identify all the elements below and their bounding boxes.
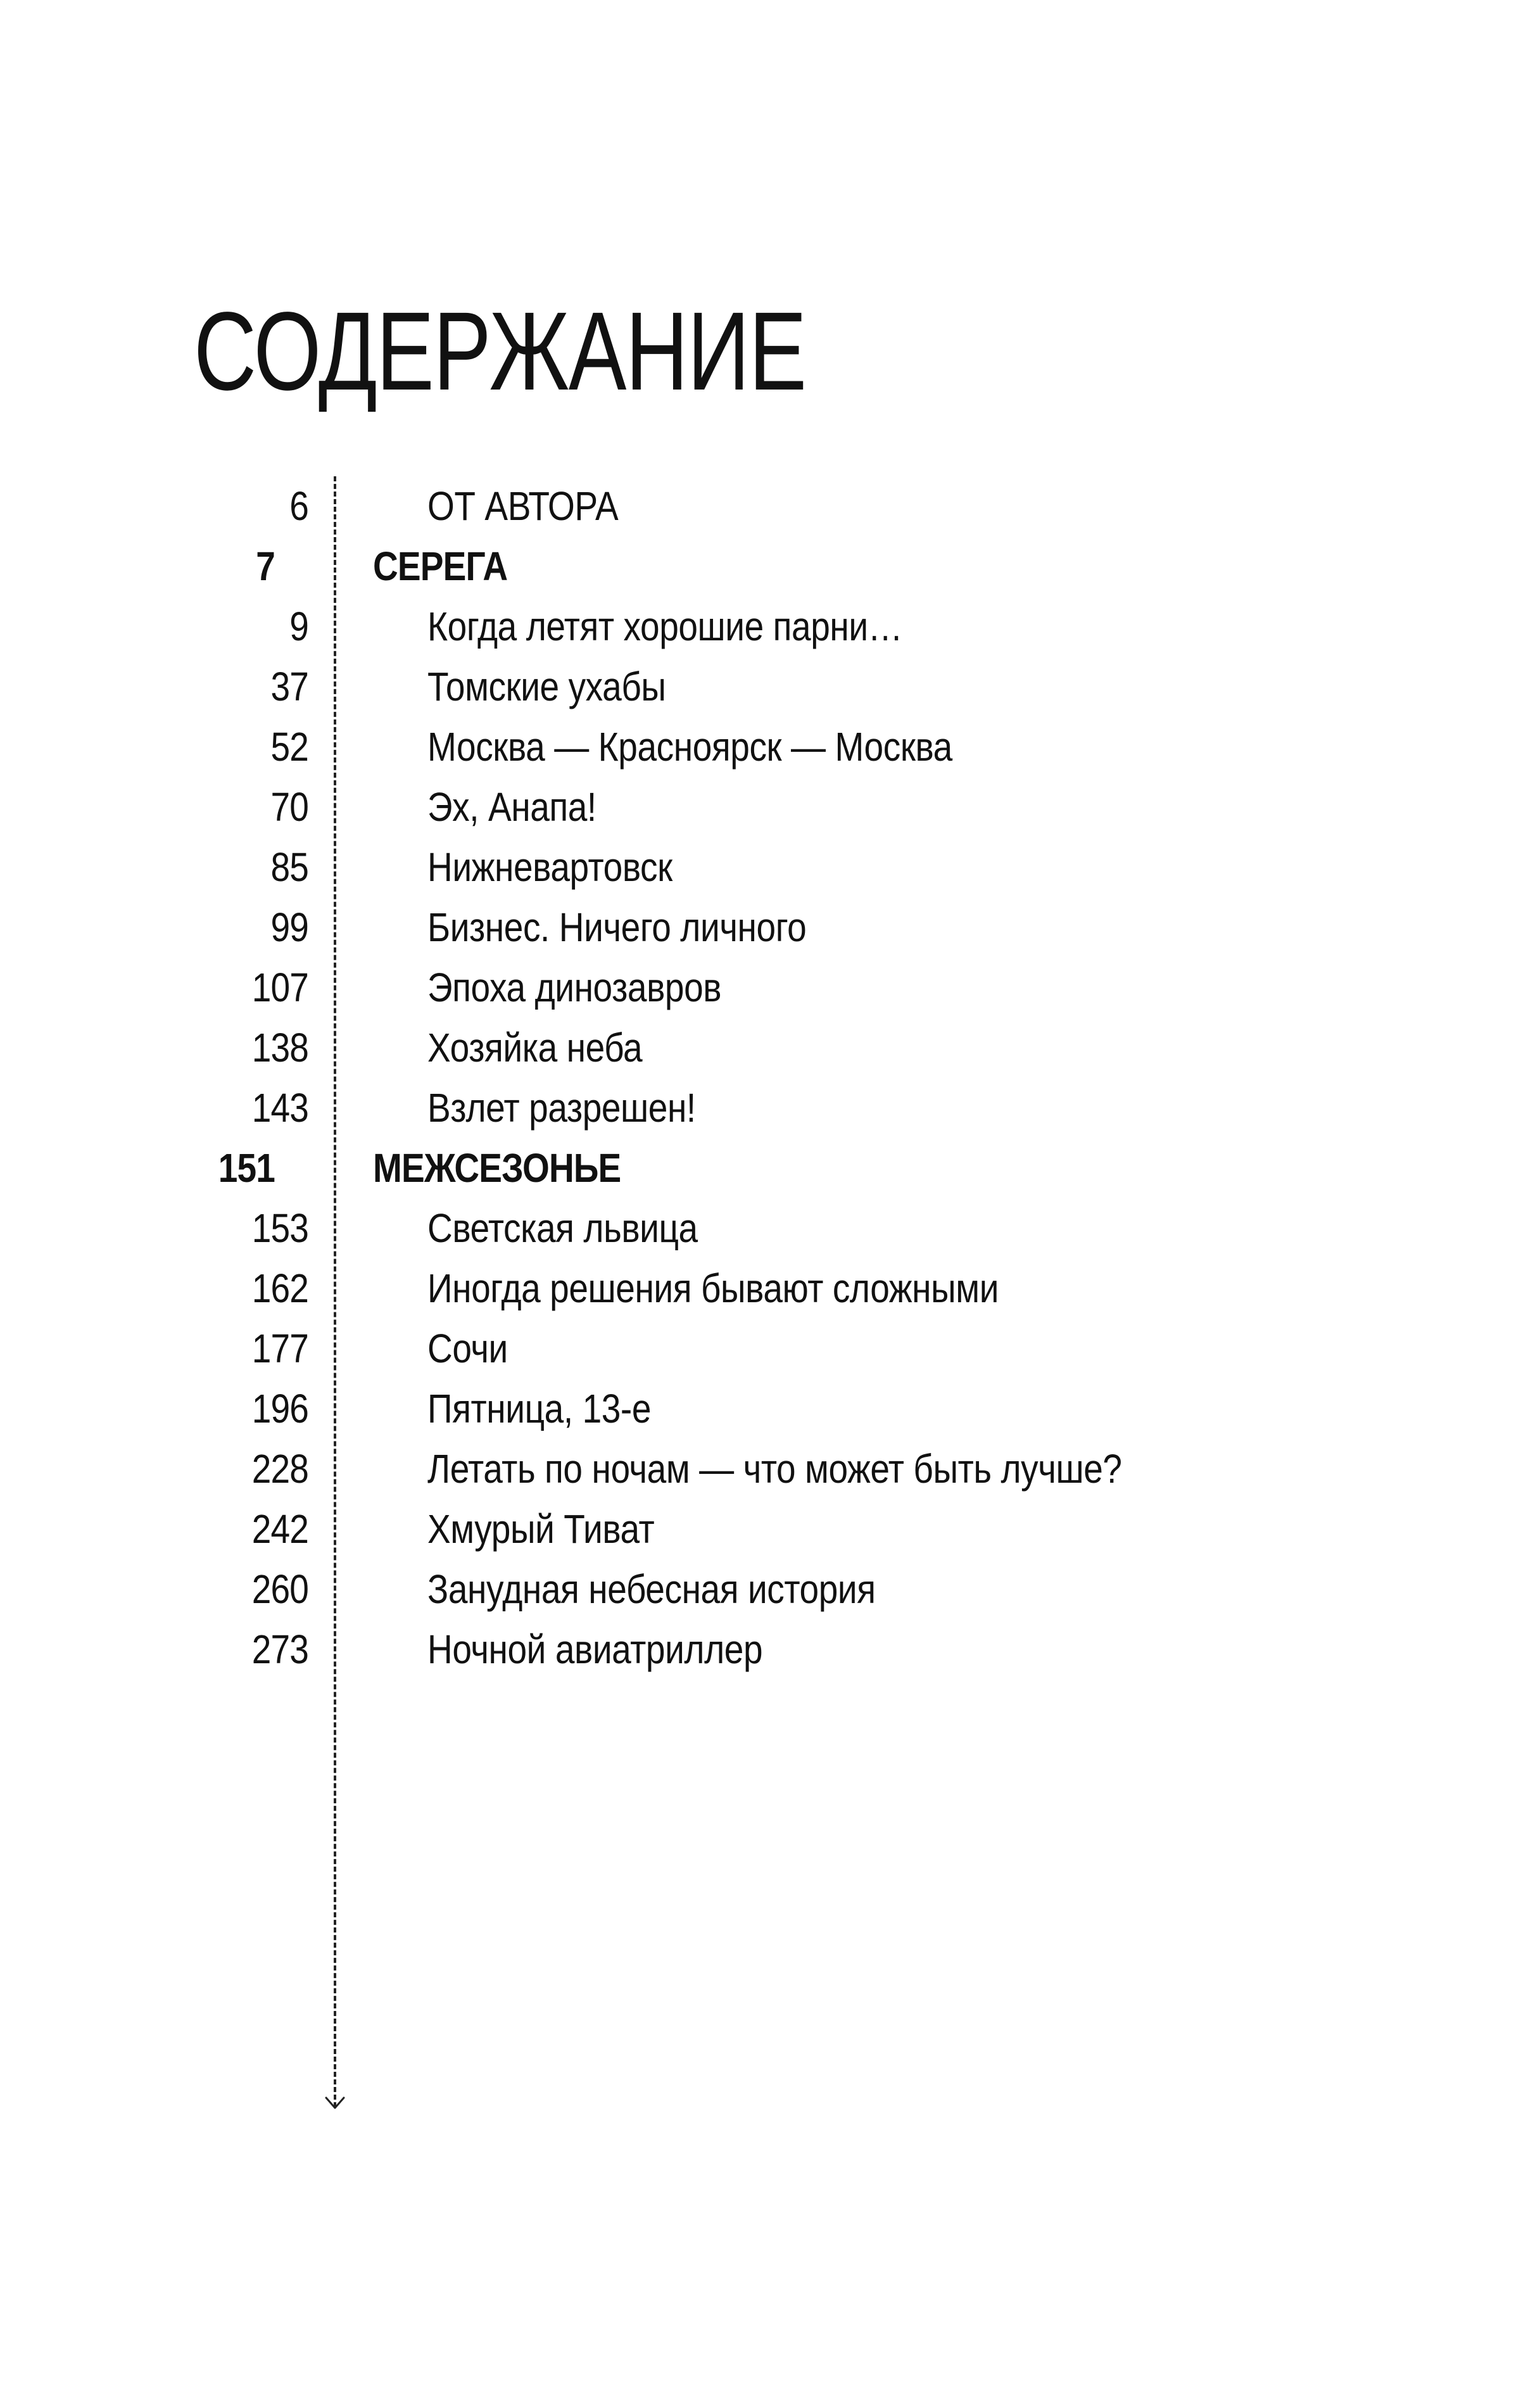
toc-entry-title: Когда летят хорошие парни… — [427, 604, 903, 649]
toc-page-number: 242 — [251, 1506, 308, 1552]
toc-row[interactable] — [0, 958, 1540, 1018]
toc-page-number: 107 — [251, 965, 308, 1010]
toc-page-number: 273 — [251, 1627, 308, 1672]
toc-entry-title: Хозяйка неба — [427, 1025, 643, 1070]
toc-section-title: МЕЖСЕЗОНЬЕ — [373, 1145, 621, 1191]
toc-list — [0, 476, 1540, 1680]
toc-page-number: 70 — [270, 784, 308, 830]
toc-page-number: 52 — [270, 724, 308, 770]
toc-page-number: 85 — [270, 844, 308, 890]
toc-page-number: 7 — [256, 543, 275, 589]
toc-entry-title: Занудная небесная история — [427, 1566, 876, 1612]
toc-page-number: 99 — [270, 904, 308, 950]
toc-row[interactable] — [0, 1319, 1540, 1379]
toc-row[interactable] — [0, 717, 1540, 777]
toc-page-number: 228 — [251, 1446, 308, 1492]
toc-row[interactable] — [0, 1078, 1540, 1138]
toc-page-number: 37 — [270, 664, 308, 709]
toc-entry-title: Ночной авиатриллер — [427, 1627, 763, 1672]
toc-entry-title: Иногда решения бывают сложными — [427, 1265, 999, 1311]
toc-row[interactable] — [0, 1259, 1540, 1319]
toc-row[interactable] — [0, 1379, 1540, 1439]
toc-page-number: 143 — [251, 1085, 308, 1131]
toc-row[interactable] — [0, 1559, 1540, 1620]
toc-page-number: 153 — [251, 1205, 308, 1251]
toc-page-number: 9 — [289, 604, 308, 649]
toc-row[interactable] — [0, 1439, 1540, 1499]
toc-row[interactable] — [0, 897, 1540, 958]
toc-entry-title: Нижневартовск — [427, 844, 672, 890]
toc-entry-title: Хмурый Тиват — [427, 1506, 655, 1552]
toc-entry-title: Эпоха динозавров — [427, 965, 722, 1010]
toc-entry-title: Бизнес. Ничего личного — [427, 904, 807, 950]
toc-entry-title: Сочи — [427, 1326, 508, 1371]
toc-page-number: 138 — [251, 1025, 308, 1070]
toc-row[interactable] — [0, 1018, 1540, 1078]
toc-row[interactable] — [0, 1499, 1540, 1559]
toc-page-number: 162 — [251, 1265, 308, 1311]
arrow-down-icon — [322, 2089, 348, 2114]
toc-section-title: СЕРЕГА — [373, 543, 508, 589]
toc-page-number: 151 — [218, 1145, 275, 1191]
toc-row[interactable] — [0, 597, 1540, 657]
page-title: СОДЕРЖАНИЕ — [194, 289, 806, 414]
toc-row[interactable] — [0, 476, 1540, 536]
toc-entry-title: Эх, Анапа! — [427, 784, 596, 830]
toc-entry-title: Светская львица — [427, 1205, 698, 1251]
toc-entry-title: Пятница, 13-е — [427, 1386, 652, 1431]
toc-page-number: 260 — [251, 1566, 308, 1612]
toc-page-number: 196 — [251, 1386, 308, 1431]
toc-page-number: 177 — [251, 1326, 308, 1371]
toc-row[interactable] — [0, 1198, 1540, 1259]
toc-section-row[interactable] — [0, 1138, 1540, 1198]
toc-entry-title: Томские ухабы — [427, 664, 666, 709]
toc-row[interactable] — [0, 657, 1540, 717]
toc-row[interactable] — [0, 837, 1540, 897]
toc-entry-title: Москва — Красноярск — Москва — [427, 724, 952, 770]
toc-entry-title: Летать по ночам — что может быть лучше? — [427, 1446, 1122, 1492]
toc-entry-title: ОТ АВТОРА — [427, 483, 619, 529]
toc-row[interactable] — [0, 1620, 1540, 1680]
toc-row[interactable] — [0, 777, 1540, 837]
toc-section-row[interactable] — [0, 536, 1540, 597]
toc-entry-title: Взлет разрешен! — [427, 1085, 696, 1131]
toc-page-number: 6 — [289, 483, 308, 529]
